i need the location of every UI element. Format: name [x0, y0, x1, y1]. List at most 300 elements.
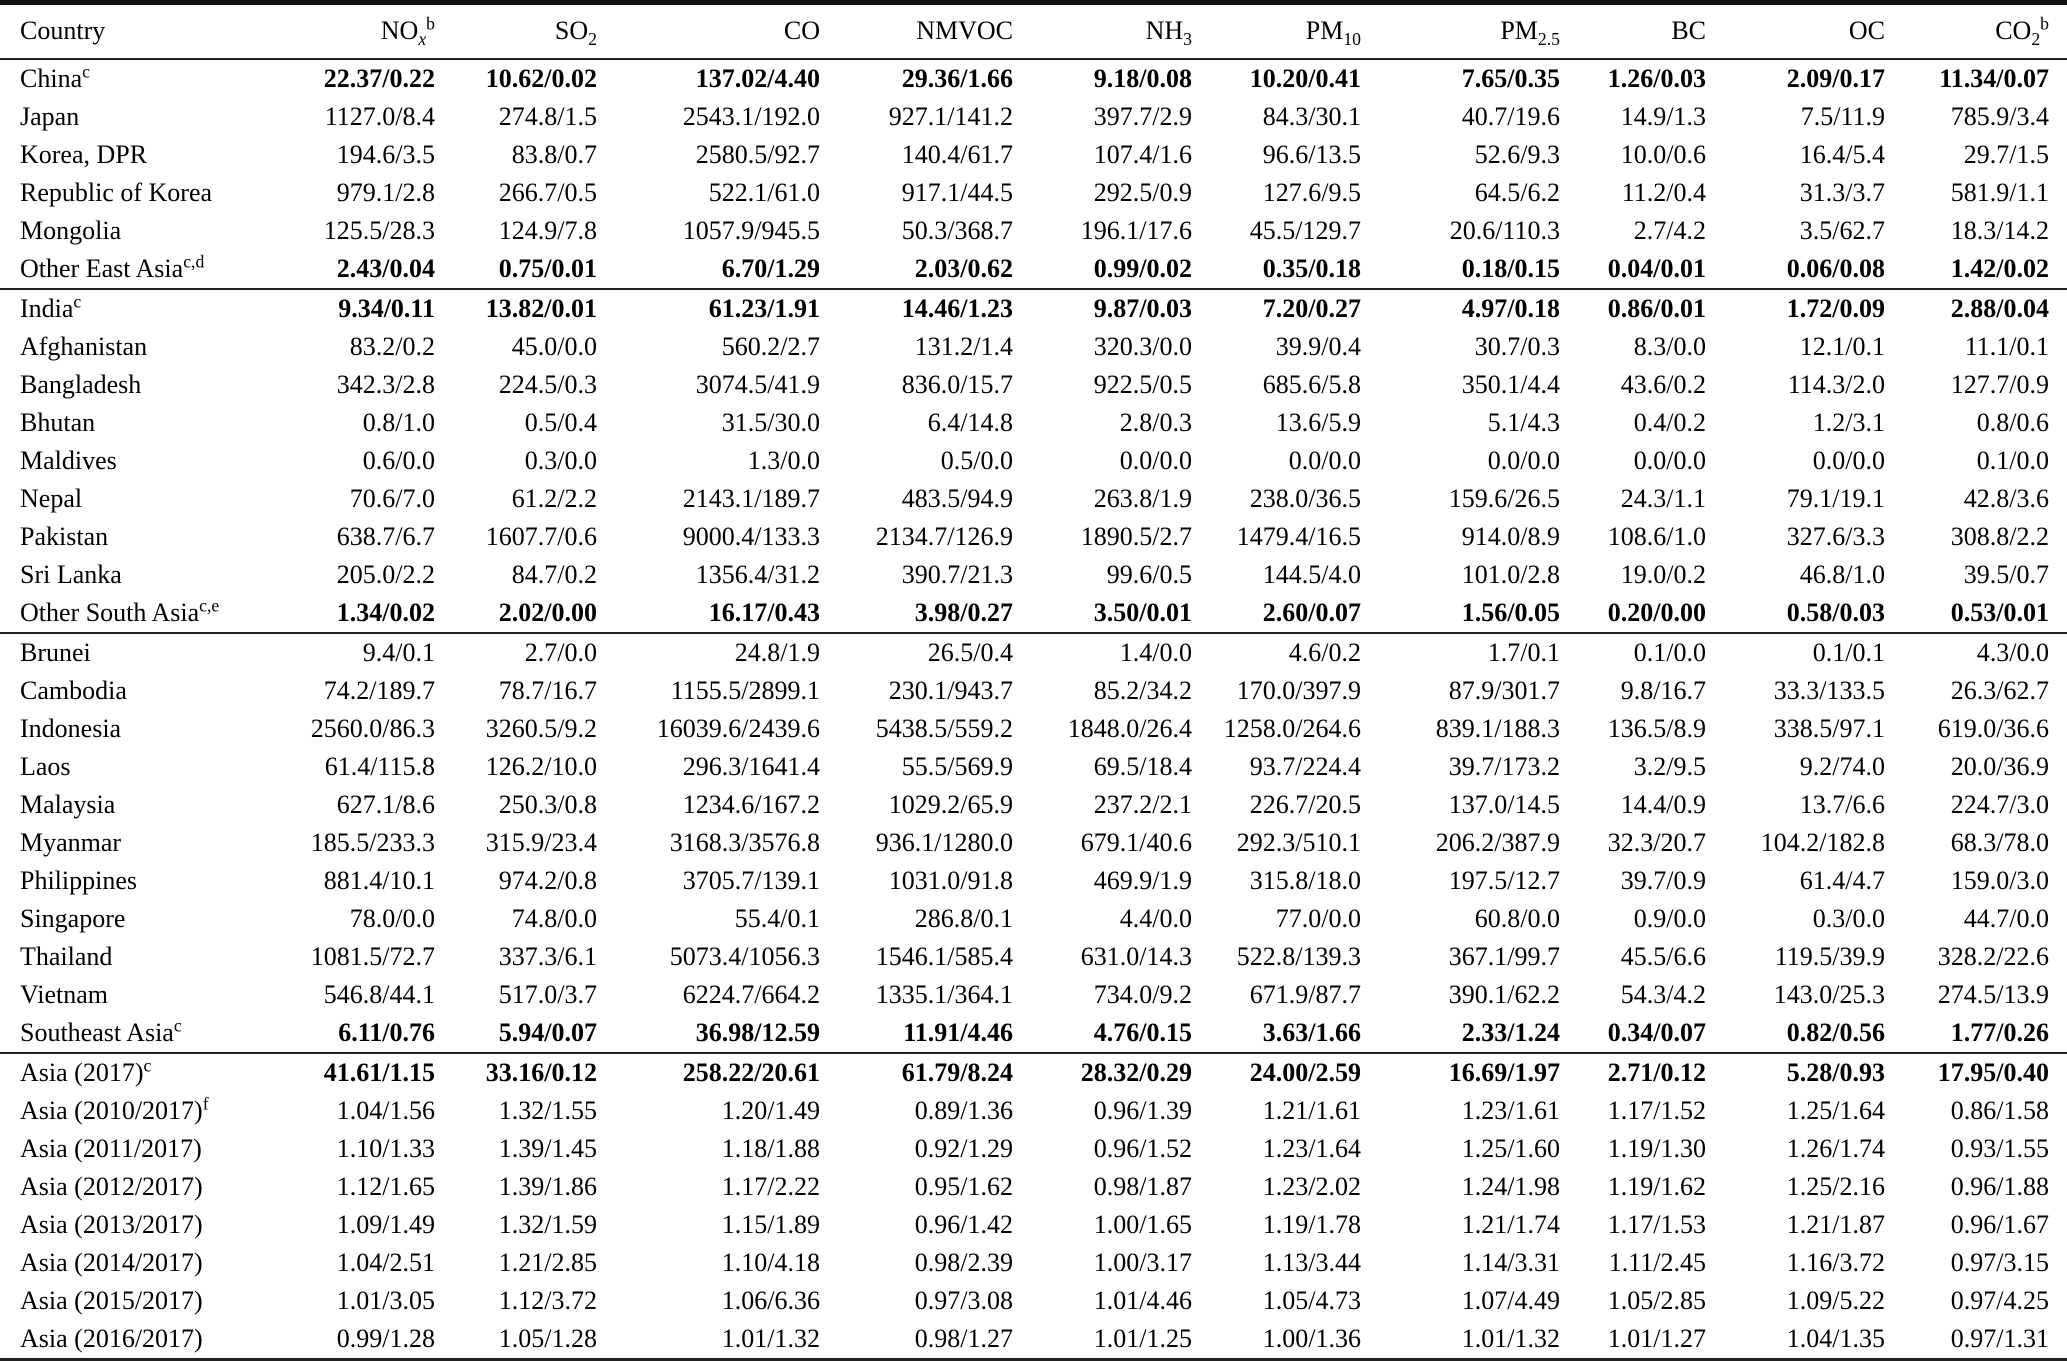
row-label: Republic of Korea — [20, 177, 213, 207]
row-label: Asia (2011/2017) — [20, 1133, 202, 1163]
cell-co: 6224.7/664.2 — [682, 979, 820, 1009]
cell-so2: 1.32/1.55 — [498, 1095, 597, 1125]
cell-nmvoc: 0.5/0.0 — [940, 445, 1013, 475]
cell-pm25: 1.21/1.74 — [1461, 1209, 1560, 1239]
cell-so2: 0.75/0.01 — [498, 253, 597, 283]
cell-co: 1.3/0.0 — [747, 445, 820, 475]
row-label: Southeast Asia$^c$ — [20, 1014, 182, 1047]
cell-pm10: 1.00/1.36 — [1262, 1323, 1361, 1353]
cell-so2: 13.82/0.01 — [485, 293, 597, 323]
cell-co2: 29.7/1.5 — [1963, 139, 2049, 169]
cell-bc: 1.17/1.52 — [1607, 1095, 1706, 1125]
cell-bc: 1.19/1.62 — [1607, 1171, 1706, 1201]
cell-nox: 1.04/2.51 — [336, 1247, 435, 1277]
cell-oc: 1.25/1.64 — [1786, 1095, 1885, 1125]
cell-pm10: 0.0/0.0 — [1288, 445, 1361, 475]
row-label: Cambodia — [20, 675, 127, 705]
cell-co: 55.4/0.1 — [734, 903, 820, 933]
cell-so2: 974.2/0.8 — [498, 865, 597, 895]
row-label: Bhutan — [20, 407, 96, 437]
cell-bc: 10.0/0.6 — [1620, 139, 1706, 169]
cell-nox: 205.0/2.2 — [336, 559, 435, 589]
cell-co: 1155.5/2899.1 — [670, 675, 820, 705]
cell-co2: 26.3/62.7 — [1950, 675, 2049, 705]
cell-pm10: 45.5/129.7 — [1249, 215, 1361, 245]
cell-nh3: 237.2/2.1 — [1093, 789, 1192, 819]
cell-nh3: 734.0/9.2 — [1093, 979, 1192, 1009]
cell-co: 61.23/1.91 — [708, 293, 820, 323]
cell-bc: 2.7/4.2 — [1633, 215, 1706, 245]
cell-nox: 1.12/1.65 — [336, 1171, 435, 1201]
row-label: Asia $(2010/2017)^f$ — [20, 1092, 209, 1125]
cell-nh3: 1.01/4.46 — [1093, 1285, 1192, 1315]
cell-bc: 1.01/1.27 — [1607, 1323, 1706, 1353]
cell-co2: 785.9/3.4 — [1950, 101, 2049, 131]
cell-pm10: 1.13/3.44 — [1262, 1247, 1361, 1277]
cell-oc: 114.3/2.0 — [1787, 369, 1885, 399]
cell-pm25: 60.8/0.0 — [1474, 903, 1560, 933]
cell-nh3: 85.2/34.2 — [1093, 675, 1192, 705]
cell-pm10: 522.8/139.3 — [1236, 941, 1361, 971]
cell-nox: 881.4/10.1 — [323, 865, 435, 895]
cell-nmvoc: 50.3/368.7 — [901, 215, 1013, 245]
cell-oc: 61.4/4.7 — [1799, 865, 1885, 895]
cell-nox: 638.7/6.7 — [336, 521, 435, 551]
cell-nmvoc: 26.5/0.4 — [927, 637, 1013, 667]
table-row — [0, 710, 2067, 748]
col-header-nox: $NO_x^b$ — [250, 3, 435, 59]
row-label: Mongolia — [20, 215, 122, 245]
cell-pm10: 127.6/9.5 — [1262, 177, 1361, 207]
cell-nh3: 9.18/0.08 — [1093, 63, 1192, 93]
cell-co2: 11.1/0.1 — [1964, 331, 2049, 361]
row-label: Laos — [20, 751, 71, 781]
cell-oc: 1.09/5.22 — [1786, 1285, 1885, 1315]
cell-nmvoc: 2134.7/126.9 — [875, 521, 1013, 551]
cell-oc: 46.8/1.0 — [1799, 559, 1885, 589]
cell-nox: 194.6/3.5 — [336, 139, 435, 169]
cell-oc: 1.72/0.09 — [1786, 293, 1885, 323]
cell-oc: 7.5/11.9 — [1800, 101, 1885, 131]
row-label: China$^c$ — [20, 60, 90, 93]
cell-co2: 224.7/3.0 — [1950, 789, 2049, 819]
row-label: Sri Lanka — [20, 559, 122, 589]
cell-pm25: 159.6/26.5 — [1448, 483, 1560, 513]
cell-co: 3705.7/139.1 — [682, 865, 820, 895]
table-row — [0, 633, 2067, 672]
cell-nmvoc: 0.98/1.27 — [914, 1323, 1013, 1353]
table-row — [0, 594, 2067, 633]
cell-bc: 45.5/6.6 — [1620, 941, 1706, 971]
cell-nox: 546.8/44.1 — [323, 979, 435, 1009]
cell-bc: 14.9/1.3 — [1620, 101, 1706, 131]
cell-so2: 45.0/0.0 — [511, 331, 597, 361]
cell-co2: 0.8/0.6 — [1976, 407, 2049, 437]
table-row — [0, 1168, 2067, 1206]
cell-bc: 19.0/0.2 — [1620, 559, 1706, 589]
cell-co: 522.1/61.0 — [708, 177, 820, 207]
cell-pm25: 5.1/4.3 — [1487, 407, 1560, 437]
cell-co: 31.5/30.0 — [721, 407, 820, 437]
cell-nox: 1081.5/72.7 — [310, 941, 435, 971]
cell-nh3: 397.7/2.9 — [1093, 101, 1192, 131]
table-row — [0, 442, 2067, 480]
cell-bc: 1.11/2.45 — [1608, 1247, 1706, 1277]
cell-pm10: 13.6/5.9 — [1275, 407, 1361, 437]
cell-pm25: 1.07/4.49 — [1461, 1285, 1560, 1315]
cell-pm25: 1.23/1.61 — [1461, 1095, 1560, 1125]
cell-nmvoc: 936.1/1280.0 — [875, 827, 1013, 857]
cell-so2: 84.7/0.2 — [511, 559, 597, 589]
cell-nmvoc: 55.5/569.9 — [901, 751, 1013, 781]
row-label: Maldives — [20, 445, 117, 475]
cell-so2: 61.2/2.2 — [511, 483, 597, 513]
cell-nmvoc: 0.97/3.08 — [914, 1285, 1013, 1315]
cell-oc: 327.6/3.3 — [1786, 521, 1885, 551]
row-label: Pakistan — [20, 521, 109, 551]
cell-co2: 17.95/0.40 — [1937, 1057, 2049, 1087]
cell-co: 5073.4/1056.3 — [669, 941, 820, 971]
cell-co: 16.17/0.43 — [708, 597, 820, 627]
cell-co2: 68.3/78.0 — [1950, 827, 2049, 857]
row-label: India$^c$ — [20, 290, 82, 323]
cell-oc: 9.2/74.0 — [1799, 751, 1885, 781]
cell-nmvoc: 14.46/1.23 — [901, 293, 1013, 323]
cell-co2: 619.0/36.6 — [1937, 713, 2049, 743]
cell-nmvoc: 0.95/1.62 — [914, 1171, 1013, 1201]
cell-so2: 1.21/2.85 — [498, 1247, 597, 1277]
cell-co: 1356.4/31.2 — [695, 559, 820, 589]
cell-nox: 627.1/8.6 — [336, 789, 435, 819]
cell-nh3: 4.4/0.0 — [1119, 903, 1192, 933]
table-row — [0, 976, 2067, 1014]
cell-pm10: 7.20/0.27 — [1262, 293, 1361, 323]
cell-nox: 1.34/0.02 — [336, 597, 435, 627]
cell-so2: 224.5/0.3 — [498, 369, 597, 399]
row-label: Vietnam — [20, 979, 108, 1009]
cell-so2: 10.62/0.02 — [485, 63, 597, 93]
cell-pm25: 914.0/8.9 — [1461, 521, 1560, 551]
cell-oc: 1.04/1.35 — [1786, 1323, 1885, 1353]
cell-oc: 0.06/0.08 — [1786, 253, 1885, 283]
table-row — [0, 250, 2067, 289]
col-header-oc: OC — [1706, 3, 1885, 59]
cell-nh3: 1.00/1.65 — [1093, 1209, 1192, 1239]
cell-pm25: 16.69/1.97 — [1448, 1057, 1560, 1087]
table-row — [0, 404, 2067, 442]
cell-pm10: 1258.0/264.6 — [1223, 713, 1361, 743]
cell-nmvoc: 1546.1/585.4 — [875, 941, 1013, 971]
table-row — [0, 1282, 2067, 1320]
table-row — [0, 98, 2067, 136]
row-label: Asia (2014/2017) — [20, 1247, 203, 1277]
cell-co2: 0.97/1.31 — [1950, 1323, 2049, 1353]
cell-so2: 126.2/10.0 — [485, 751, 597, 781]
cell-pm25: 20.6/110.3 — [1449, 215, 1560, 245]
table-row — [0, 289, 2067, 328]
cell-pm25: 40.7/19.6 — [1461, 101, 1560, 131]
cell-co2: 1.42/0.02 — [1950, 253, 2049, 283]
cell-co2: 0.97/4.25 — [1950, 1285, 2049, 1315]
cell-co2: 0.96/1.88 — [1950, 1171, 2049, 1201]
cell-nox: 83.2/0.2 — [349, 331, 435, 361]
cell-nox: 70.6/7.0 — [349, 483, 435, 513]
cell-oc: 16.4/5.4 — [1799, 139, 1885, 169]
table-row — [0, 212, 2067, 250]
cell-nmvoc: 230.1/943.7 — [888, 675, 1013, 705]
row-label: Brunei — [20, 637, 91, 667]
cell-pm10: 93.7/224.4 — [1249, 751, 1361, 781]
col-header-co2: $CO_2^b$ — [1885, 3, 2067, 59]
cell-nmvoc: 0.98/2.39 — [914, 1247, 1013, 1277]
cell-so2: 1.12/3.72 — [498, 1285, 597, 1315]
cell-nox: 125.5/28.3 — [323, 215, 435, 245]
cell-oc: 119.5/39.9 — [1774, 941, 1885, 971]
cell-pm25: 30.7/0.3 — [1474, 331, 1560, 361]
cell-pm25: 1.01/1.32 — [1461, 1323, 1560, 1353]
cell-so2: 250.3/0.8 — [498, 789, 597, 819]
cell-bc: 1.19/1.30 — [1607, 1133, 1706, 1163]
table-row — [0, 824, 2067, 862]
cell-nh3: 320.3/0.0 — [1093, 331, 1192, 361]
row-label: Korea, DPR — [20, 139, 148, 169]
col-header-nh3: $NH_3$ — [1013, 3, 1192, 59]
row-label: Asia $(2017)^c$ — [20, 1054, 152, 1087]
cell-nh3: 631.0/14.3 — [1080, 941, 1192, 971]
cell-co: 2580.5/92.7 — [695, 139, 820, 169]
cell-nh3: 2.8/0.3 — [1119, 407, 1192, 437]
cell-bc: 0.4/0.2 — [1633, 407, 1706, 437]
table-row — [0, 748, 2067, 786]
cell-oc: 0.1/0.1 — [1812, 637, 1885, 667]
cell-bc: 0.20/0.00 — [1607, 597, 1706, 627]
cell-nh3: 28.32/0.29 — [1080, 1057, 1192, 1087]
cell-oc: 3.5/62.7 — [1799, 215, 1885, 245]
cell-oc: 1.25/2.16 — [1786, 1171, 1885, 1201]
cell-pm10: 1.19/1.78 — [1262, 1209, 1361, 1239]
row-label: Myanmar — [20, 827, 122, 857]
row-label: Asia (2013/2017) — [20, 1209, 203, 1239]
cell-pm25: 39.7/173.2 — [1448, 751, 1560, 781]
cell-pm10: 77.0/0.0 — [1275, 903, 1361, 933]
cell-co2: 2.88/0.04 — [1950, 293, 2049, 323]
cell-bc: 0.0/0.0 — [1633, 445, 1706, 475]
cell-nh3: 0.96/1.52 — [1093, 1133, 1192, 1163]
cell-bc: 9.8/16.7 — [1620, 675, 1706, 705]
cell-nox: 1.10/1.33 — [336, 1133, 435, 1163]
row-label: Japan — [20, 101, 80, 131]
cell-bc: 0.04/0.01 — [1607, 253, 1706, 283]
cell-oc: 12.1/0.1 — [1799, 331, 1885, 361]
cell-pm25: 0.0/0.0 — [1487, 445, 1560, 475]
cell-oc: 104.2/182.8 — [1760, 827, 1885, 857]
cell-co2: 581.9/1.1 — [1950, 177, 2049, 207]
cell-nmvoc: 1031.0/91.8 — [888, 865, 1013, 895]
cell-co2: 1.77/0.26 — [1950, 1017, 2049, 1047]
cell-pm25: 4.97/0.18 — [1461, 293, 1560, 323]
col-header-pm25: $PM_{2.5}$ — [1361, 3, 1560, 59]
cell-nox: 185.5/233.3 — [310, 827, 435, 857]
cell-so2: 1607.7/0.6 — [485, 521, 597, 551]
cell-bc: 43.6/0.2 — [1620, 369, 1706, 399]
cell-nh3: 1890.5/2.7 — [1080, 521, 1192, 551]
table-row — [0, 136, 2067, 174]
cell-co2: 308.8/2.2 — [1950, 521, 2049, 551]
cell-co: 6.70/1.29 — [721, 253, 820, 283]
cell-pm25: 1.7/0.1 — [1487, 637, 1560, 667]
cell-oc: 2.09/0.17 — [1786, 63, 1885, 93]
cell-pm25: 2.33/1.24 — [1461, 1017, 1560, 1047]
row-label: Philippines — [20, 865, 138, 895]
cell-nox: 41.61/1.15 — [323, 1057, 435, 1087]
cell-co2: 44.7/0.0 — [1963, 903, 2049, 933]
table-row — [0, 1244, 2067, 1282]
cell-so2: 2.02/0.00 — [498, 597, 597, 627]
cell-nh3: 1848.0/26.4 — [1067, 713, 1192, 743]
cell-co: 2143.1/189.7 — [682, 483, 820, 513]
cell-so2: 2.7/0.0 — [524, 637, 597, 667]
row-label: Bangladesh — [20, 369, 142, 399]
cell-co2: 274.5/13.9 — [1937, 979, 2049, 1009]
row-label: Afghanistan — [20, 331, 148, 361]
table-row — [0, 672, 2067, 710]
cell-co2: 4.3/0.0 — [1976, 637, 2049, 667]
row-label: Asia (2015/2017) — [20, 1285, 203, 1315]
cell-nmvoc: 917.1/44.5 — [901, 177, 1013, 207]
cell-nox: 0.99/1.28 — [336, 1323, 435, 1353]
cell-pm25: 64.5/6.2 — [1474, 177, 1560, 207]
cell-nox: 74.2/189.7 — [323, 675, 435, 705]
cell-pm10: 2.60/0.07 — [1262, 597, 1361, 627]
row-label: Asia (2016/2017) — [20, 1323, 203, 1353]
cell-nox: 61.4/115.8 — [324, 751, 435, 781]
cell-pm10: 0.35/0.18 — [1262, 253, 1361, 283]
table-header — [0, 3, 2067, 59]
cell-so2: 1.39/1.45 — [498, 1133, 597, 1163]
cell-co: 1.01/1.32 — [721, 1323, 820, 1353]
cell-bc: 8.3/0.0 — [1633, 331, 1706, 361]
cell-co: 1.15/1.89 — [721, 1209, 820, 1239]
cell-so2: 33.16/0.12 — [485, 1057, 597, 1087]
group-asia-totals — [0, 1053, 2067, 1360]
cell-co2: 0.97/3.15 — [1950, 1247, 2049, 1277]
cell-pm25: 1.24/1.98 — [1461, 1171, 1560, 1201]
cell-nmvoc: 286.8/0.1 — [914, 903, 1013, 933]
cell-co: 1234.6/167.2 — [682, 789, 820, 819]
cell-co2: 0.53/0.01 — [1950, 597, 2049, 627]
cell-nh3: 196.1/17.6 — [1080, 215, 1192, 245]
cell-so2: 0.5/0.4 — [524, 407, 597, 437]
cell-pm10: 685.6/5.8 — [1262, 369, 1361, 399]
cell-oc: 143.0/25.3 — [1773, 979, 1885, 1009]
cell-nh3: 9.87/0.03 — [1093, 293, 1192, 323]
cell-so2: 78.7/16.7 — [498, 675, 597, 705]
cell-bc: 3.2/9.5 — [1633, 751, 1706, 781]
cell-pm10: 10.20/0.41 — [1249, 63, 1361, 93]
cell-bc: 0.34/0.07 — [1607, 1017, 1706, 1047]
cell-co: 1057.9/945.5 — [682, 215, 820, 245]
cell-nmvoc: 927.1/141.2 — [888, 101, 1013, 131]
cell-pm10: 84.3/30.1 — [1262, 101, 1361, 131]
cell-nmvoc: 836.0/15.7 — [901, 369, 1013, 399]
cell-bc: 54.3/4.2 — [1620, 979, 1706, 1009]
row-label: Thailand — [20, 941, 113, 971]
cell-pm25: 839.1/188.3 — [1435, 713, 1560, 743]
cell-pm25: 350.1/4.4 — [1461, 369, 1560, 399]
cell-nmvoc: 3.98/0.27 — [914, 597, 1013, 627]
cell-nh3: 99.6/0.5 — [1106, 559, 1192, 589]
cell-bc: 1.05/2.85 — [1607, 1285, 1706, 1315]
cell-bc: 136.5/8.9 — [1607, 713, 1706, 743]
cell-co: 9000.4/133.3 — [682, 521, 820, 551]
cell-pm10: 671.9/87.7 — [1249, 979, 1361, 1009]
cell-nox: 9.34/0.11 — [338, 293, 435, 323]
cell-nox: 9.4/0.1 — [362, 637, 435, 667]
cell-co: 1.17/2.22 — [721, 1171, 820, 1201]
cell-pm10: 1.23/1.64 — [1262, 1133, 1361, 1163]
row-label: Nepal — [20, 483, 83, 513]
cell-nh3: 1.01/1.25 — [1093, 1323, 1192, 1353]
table-row — [0, 328, 2067, 366]
cell-co2: 11.34/0.07 — [1939, 63, 2049, 93]
cell-so2: 83.8/0.7 — [511, 139, 597, 169]
cell-nox: 6.11/0.76 — [338, 1017, 435, 1047]
row-label: Other South Asia$^{c,e}$ — [20, 594, 220, 627]
cell-nmvoc: 140.4/61.7 — [901, 139, 1013, 169]
cell-so2: 124.9/7.8 — [498, 215, 597, 245]
cell-nh3: 0.96/1.39 — [1093, 1095, 1192, 1125]
table-row — [0, 518, 2067, 556]
cell-nox: 342.3/2.8 — [336, 369, 435, 399]
cell-nmvoc: 61.79/8.24 — [901, 1057, 1013, 1087]
cell-co: 16039.6/2439.6 — [656, 713, 820, 743]
cell-co: 258.22/20.61 — [682, 1057, 820, 1087]
cell-pm10: 292.3/510.1 — [1236, 827, 1361, 857]
cell-so2: 1.32/1.59 — [498, 1209, 597, 1239]
cell-nox: 1.09/1.49 — [336, 1209, 435, 1239]
cell-so2: 274.8/1.5 — [498, 101, 597, 131]
row-label: Other East Asia$^{c,d}$ — [20, 250, 205, 283]
cell-bc: 39.7/0.9 — [1620, 865, 1706, 895]
cell-so2: 315.9/23.4 — [485, 827, 597, 857]
cell-nh3: 4.76/0.15 — [1093, 1017, 1192, 1047]
cell-pm25: 101.0/2.8 — [1461, 559, 1560, 589]
cell-so2: 266.7/0.5 — [498, 177, 597, 207]
table-row — [0, 1206, 2067, 1244]
row-label: Asia (2012/2017) — [20, 1171, 203, 1201]
cell-oc: 0.82/0.56 — [1786, 1017, 1885, 1047]
cell-co: 36.98/12.59 — [695, 1017, 820, 1047]
cell-bc: 2.71/0.12 — [1607, 1057, 1706, 1087]
cell-nmvoc: 5438.5/559.2 — [875, 713, 1013, 743]
cell-co2: 127.7/0.9 — [1950, 369, 2049, 399]
cell-bc: 0.9/0.0 — [1633, 903, 1706, 933]
group-southeast-asia — [0, 633, 2067, 1053]
col-header-so2: $SO_2$ — [435, 3, 597, 59]
cell-pm10: 238.0/36.5 — [1249, 483, 1361, 513]
cell-bc: 1.17/1.53 — [1607, 1209, 1706, 1239]
cell-so2: 3260.5/9.2 — [485, 713, 597, 743]
cell-so2: 0.3/0.0 — [524, 445, 597, 475]
cell-so2: 5.94/0.07 — [498, 1017, 597, 1047]
cell-nmvoc: 0.92/1.29 — [914, 1133, 1013, 1163]
cell-co: 137.02/4.40 — [695, 63, 820, 93]
table-row — [0, 938, 2067, 976]
cell-nh3: 1.4/0.0 — [1119, 637, 1192, 667]
cell-pm10: 24.00/2.59 — [1249, 1057, 1361, 1087]
cell-nh3: 0.98/1.87 — [1093, 1171, 1192, 1201]
table-row — [0, 862, 2067, 900]
